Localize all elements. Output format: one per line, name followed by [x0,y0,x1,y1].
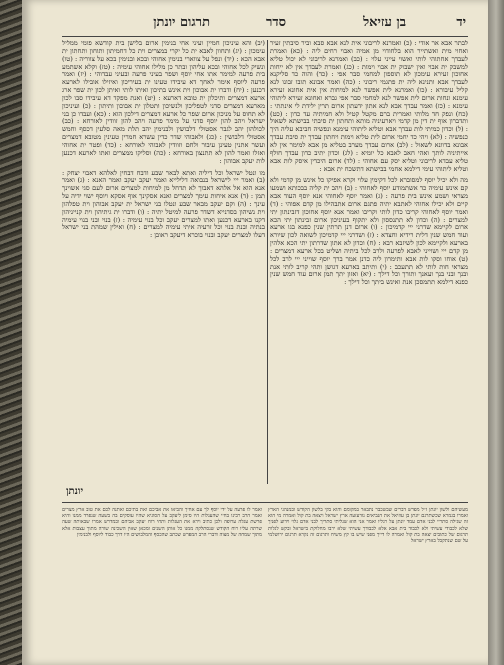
page-edge [488,0,504,665]
catchword: יונתן [66,486,84,497]
text-column-right [270,40,468,484]
header-targum-title: תרגום יונתן [153,15,210,30]
footnote-rule [62,502,468,503]
text-paragraph: מה ולא יכיל יוסף למסוברא לכל דקימין עלוי וקרא אפיקו כל אינש מן קדמי ולא קם אינש עימיה כד אשתמודע יוסף לאחוהי : (ב) ויהב ית קליה בבכותא ושמעו מצראי ושמע אינש בית פרעה : (ג) ואמר יוסף לאחוהי אנא יוסף העוד אבא קיים ולא יכילו אחוהי לאתבא יתיה פתגם ארום אתבהילו מן קדם אפוהי : (ד) ואמר יוסף לאחוהי קריבו כדון לותי וקריבו ואמר אנא יוסף אחוכון דזבינתון יתי למצרים : (ה) וכדון לא תתנססון ולא יתקוף בעיניכון ארום זבינתון יתי הכא ארום לקיימא שדרני ייי קדמיכון : (ו) ארום דנן תרתין שנין כפנא בגו ארעא ועוד חמש שנין דלית רידיא וחצדא : (ז) ושדרני ייי קדמיכון לשואה לכון שיורא בארעא ולקיימא לכון לשיזבא רבא : (ח) וכדון לא אתון שדרתון יתי הכא אלהין מן קדם ייי ושוייני לאבא לפרעה ולרב לכל ביתיה ושליט בכל ארעא דמצרים : (ט) אוחו וסקו לות אבא ותימרון ליה כדנן אמר ברך יוסף שוייני ייי לרב לכל מצראי חות לותי לא תתעכב : (י) ותיתב בארעא דגושן ותהי קריב לותי אנת ובנך ובני בנך ועאנך ותורך וכל דילך : (יא) ואזון יתך תמן ארום עוד חמש שנין כפנא דילמא תתמסכן אנת ואינש ביתך וכל דילך : [270,176,468,287]
text-paragraph: לבתר אבא אר אודי : (כ) ואמרנא לריבוני אית לנא אבא סבא וביר סיבתין זעיר ואחוי מית ואשתייר הוא בלחודוי מן אמיה ואבוי רחים ליה : (כא) ואמרת לעבדך אחתוהי לותי ואשוי עייני עלוי : (כב) ואמרנא לריבוני לא יכול טליא למשבק ית אבוי ואין ישבוק ית אבוי וימות : (כג) ואמרת לעבדך אין לא ייחות אחוכון זעירא עימכון לא תוספון למחמי סבר אפי : (כד) והוה כד סליקנא לעבדך אבא ותנינא ליה ית פתגמי ריבוני : (כה) ואמר אבונא תובו זבונו לנא קליל עיבורא : (כו) ואמרנא לית אפשר לנא למיחות אין אית אחונא זעירא עימנא ונחות ארום לית אפשר לנא למחמי סבר אפי גברא ואחונא זעירא ליתוהי עימנא : (כז) ואמר עבדך אבא לנא אתון ידעתון ארום תרין ילידת לי אינתתי : (כח) ונפק חד מלותי ואמרית ברם מקטל קטיל ולא חמיתיה עד כדון : (כט) ותדברון אוף ית דין מן קדמי ויארעיניה מותא ותחתון ית סיבתי בבישתא לשאול : (ל) וכדון כמיתי לות עבדך אבא וטליא ליתוהי עימנא ונפשיה חביבא עליה היך כנפשיה : (לא) ויהי כד יחמי ארום לית טליא וימות ויחתון עבדך ית סיבת עבדך אבונא בדוונא לשאול : (לב) ארום עבדך מערב בטליא מן אבא למימר אין לא אייתיניה לותך ואהי חאב לאבא כל יומיא : (לג) וכדון יתיב כדון עבדך חולף טליא עבדא לריבוני וטליא יסק עם אחוהי : (לד) ארום היכדין איסק לות אבא וטליא ליתוהי עימי דילמא אחמי בבישתא דתשכח ית אבא : [270,40,468,173]
header-seder: סדר [265,15,286,30]
header-book-title: בן עזיאל [363,15,406,30]
footnotes-left: ואמר לו פרעה על ידי יוסף לך עם אחיך והביאו את אביכם ואת בתיכם ואתנה לכם את טוב ארץ מצרים ואמר הרב רבינו בחיי שהעגלות היו סימן ליעקב על הסוגיא שהיו עוסקים בה בשעה שנפרד ממנו והיא פרשת עגלה ערופה ולכן כתיב וירא את העגלות ותחי רוח יעקב אביהם ובמדרש אמרו שבאותה שעה שרתה עליו רוח הקודש שנסתלקה ממנו כל אותן השנים ומכאן שאין השכינה שורה מתוך עצבות אלא מתוך שמחה של מצוה ודברי הרב המפרש שכתב שהכסף והמלבושים היו דרך כבוד ליוסף ולבנימין [62,507,262,538]
running-header [62,14,468,37]
text-paragraph: מו ונטל ישראל וכל דיליה ואתא לבאר שבע ודבח דבחין לאלהא דאבוי יצחק : (ב) ואמר ייי לישראל בנבואה דלילייא ואמר יעקב יעקב ואמר האנא : (ג) ואמר אנא הוא אל אלהא דאבוך לא תדחל מן למיחות למצרים ארום לעם סגי אשוינך תמן : (ד) אנא איחות עימך למצרים ואנא אסקינך אוף אסקא ויוסף ישוי ידיה על עינך : (ה) וקם יעקב מבאר שבע ונטלו בני ישראל ית יעקב אבוהון וית טפלהון וית נשיהון בסדנייא דשדר פרעה למיטל יתיה : (ו) ודברו ית גיתיהון וית קנייניהון דקנו בארעא דכנען ואתו למצרים יעקב וכל בנוי עימיה : (ז) בנוי ובני בנוי עימיה בנתיה ובנת בנוי וכל זרעיה איתי עימיה למצרים : (ח) ואילין שמהת בני ישראל דעלו למצרים יעקב ובנוי בוכרא דיעקב ראובן : [62,168,265,240]
text-paragraph: (יב) והא עיניכון חמיין ועיני אחי בנימין ארום בלישן בית קודשא פומי ממליל עימכון : (יג) ותחוון לאבא ית כל יקרי במצרים וית כל דחמיתון ותוחון ותחתון ית אבא הכא : (יד) ונפל על צווארי בנימין אחוהי ובכא ובנימין בכא על צווריה : (טו) ונשיק לכל אחוהי ובכא עליהון ובתר כן מלילו אחוהי עימיה : (טז) וקלא אשתמע בית פרעה למימר אתו אחי יוסף ושפר בעיני פרעה ובעיני עבדוהי : (יז) ואמר פרעה ליוסף אימר לאחך דא עיבידו טעינו ית בעיריכון ואיזילו אובילו לארעא דכנען : (יח) ודברו ית אבוכון וית אינש בתיכון ואיתו לותי ואיתן לכון ית שפר ארג ארעא דמצרים ותיכלון ית טובא דארעא : (יט) ואנת מפקד דא עיבידו סבו לכון מארעא דמצרים סדני לטפליכון ולנשיכון ותטלון ית אבוכון ותיתון : (כ) ועיניכון לא תחוס על מניכון ארום שפר כל ארעא דמצרים דילכון הוא : (כא) ועבדו כן בני ישראל ויהב להון יוסף סדני על מימר פרעה ויהב להון זוודין לאורחא : (כב) לכולהון יהב לגבר אסטולי דלבושין ולבנימין יהב תלת מאה סלעין דכסף וחמש אסטולי דלבושין : (כג) ולאבוהי שדר כדין עשרא חמרין טעינין מטובא דמצרים ועשר אתנין טעינן עיבור ולחם וזוודין לאבוהי לאורחא : (כד) ופטר ית אחוהי ואזלו ואמר להון לא תתנצון באורחא : (כה) וסליקו ממצרים ואתו לארעא דכנען לות יעקב אבוהון : [62,40,265,165]
book-binding [0,0,22,665]
book-page [22,0,488,665]
column-divider [267,40,268,484]
page-number: יד [456,15,466,30]
text-column-left [62,40,265,484]
footnotes-right: מעשיהם ולשון יונתן ז״ל מפרש דברים שבשכבר נתבאר במקומם והוא בקי בלשון הקודש ובמנהגי הארץ ואמרו בגמרא שכשתרגם יונתן בן עוזיאל את הנביאים נזדעזעה ארץ ישראל ויצאה בת קול ואמרה מי הוא זה שגילה סתריי לבני אדם עמד יונתן על רגליו ואמר אני הוא שגליתי סתריך לבני אדם גלוי וידוע לפניך שלא לכבודי עשיתי ולא לכבוד בית אבא אלא לכבודך עשיתי שלא ירבו מחלוקת בישראל ובקש לגלות תרגום של כתובים יצאה בת קול ואמרה לו דייך מפני שיש בו קץ משיח ותרגום זה נקרא תרגום ירושלמי על שם שנתקבל בארץ ישראל [268,507,468,545]
